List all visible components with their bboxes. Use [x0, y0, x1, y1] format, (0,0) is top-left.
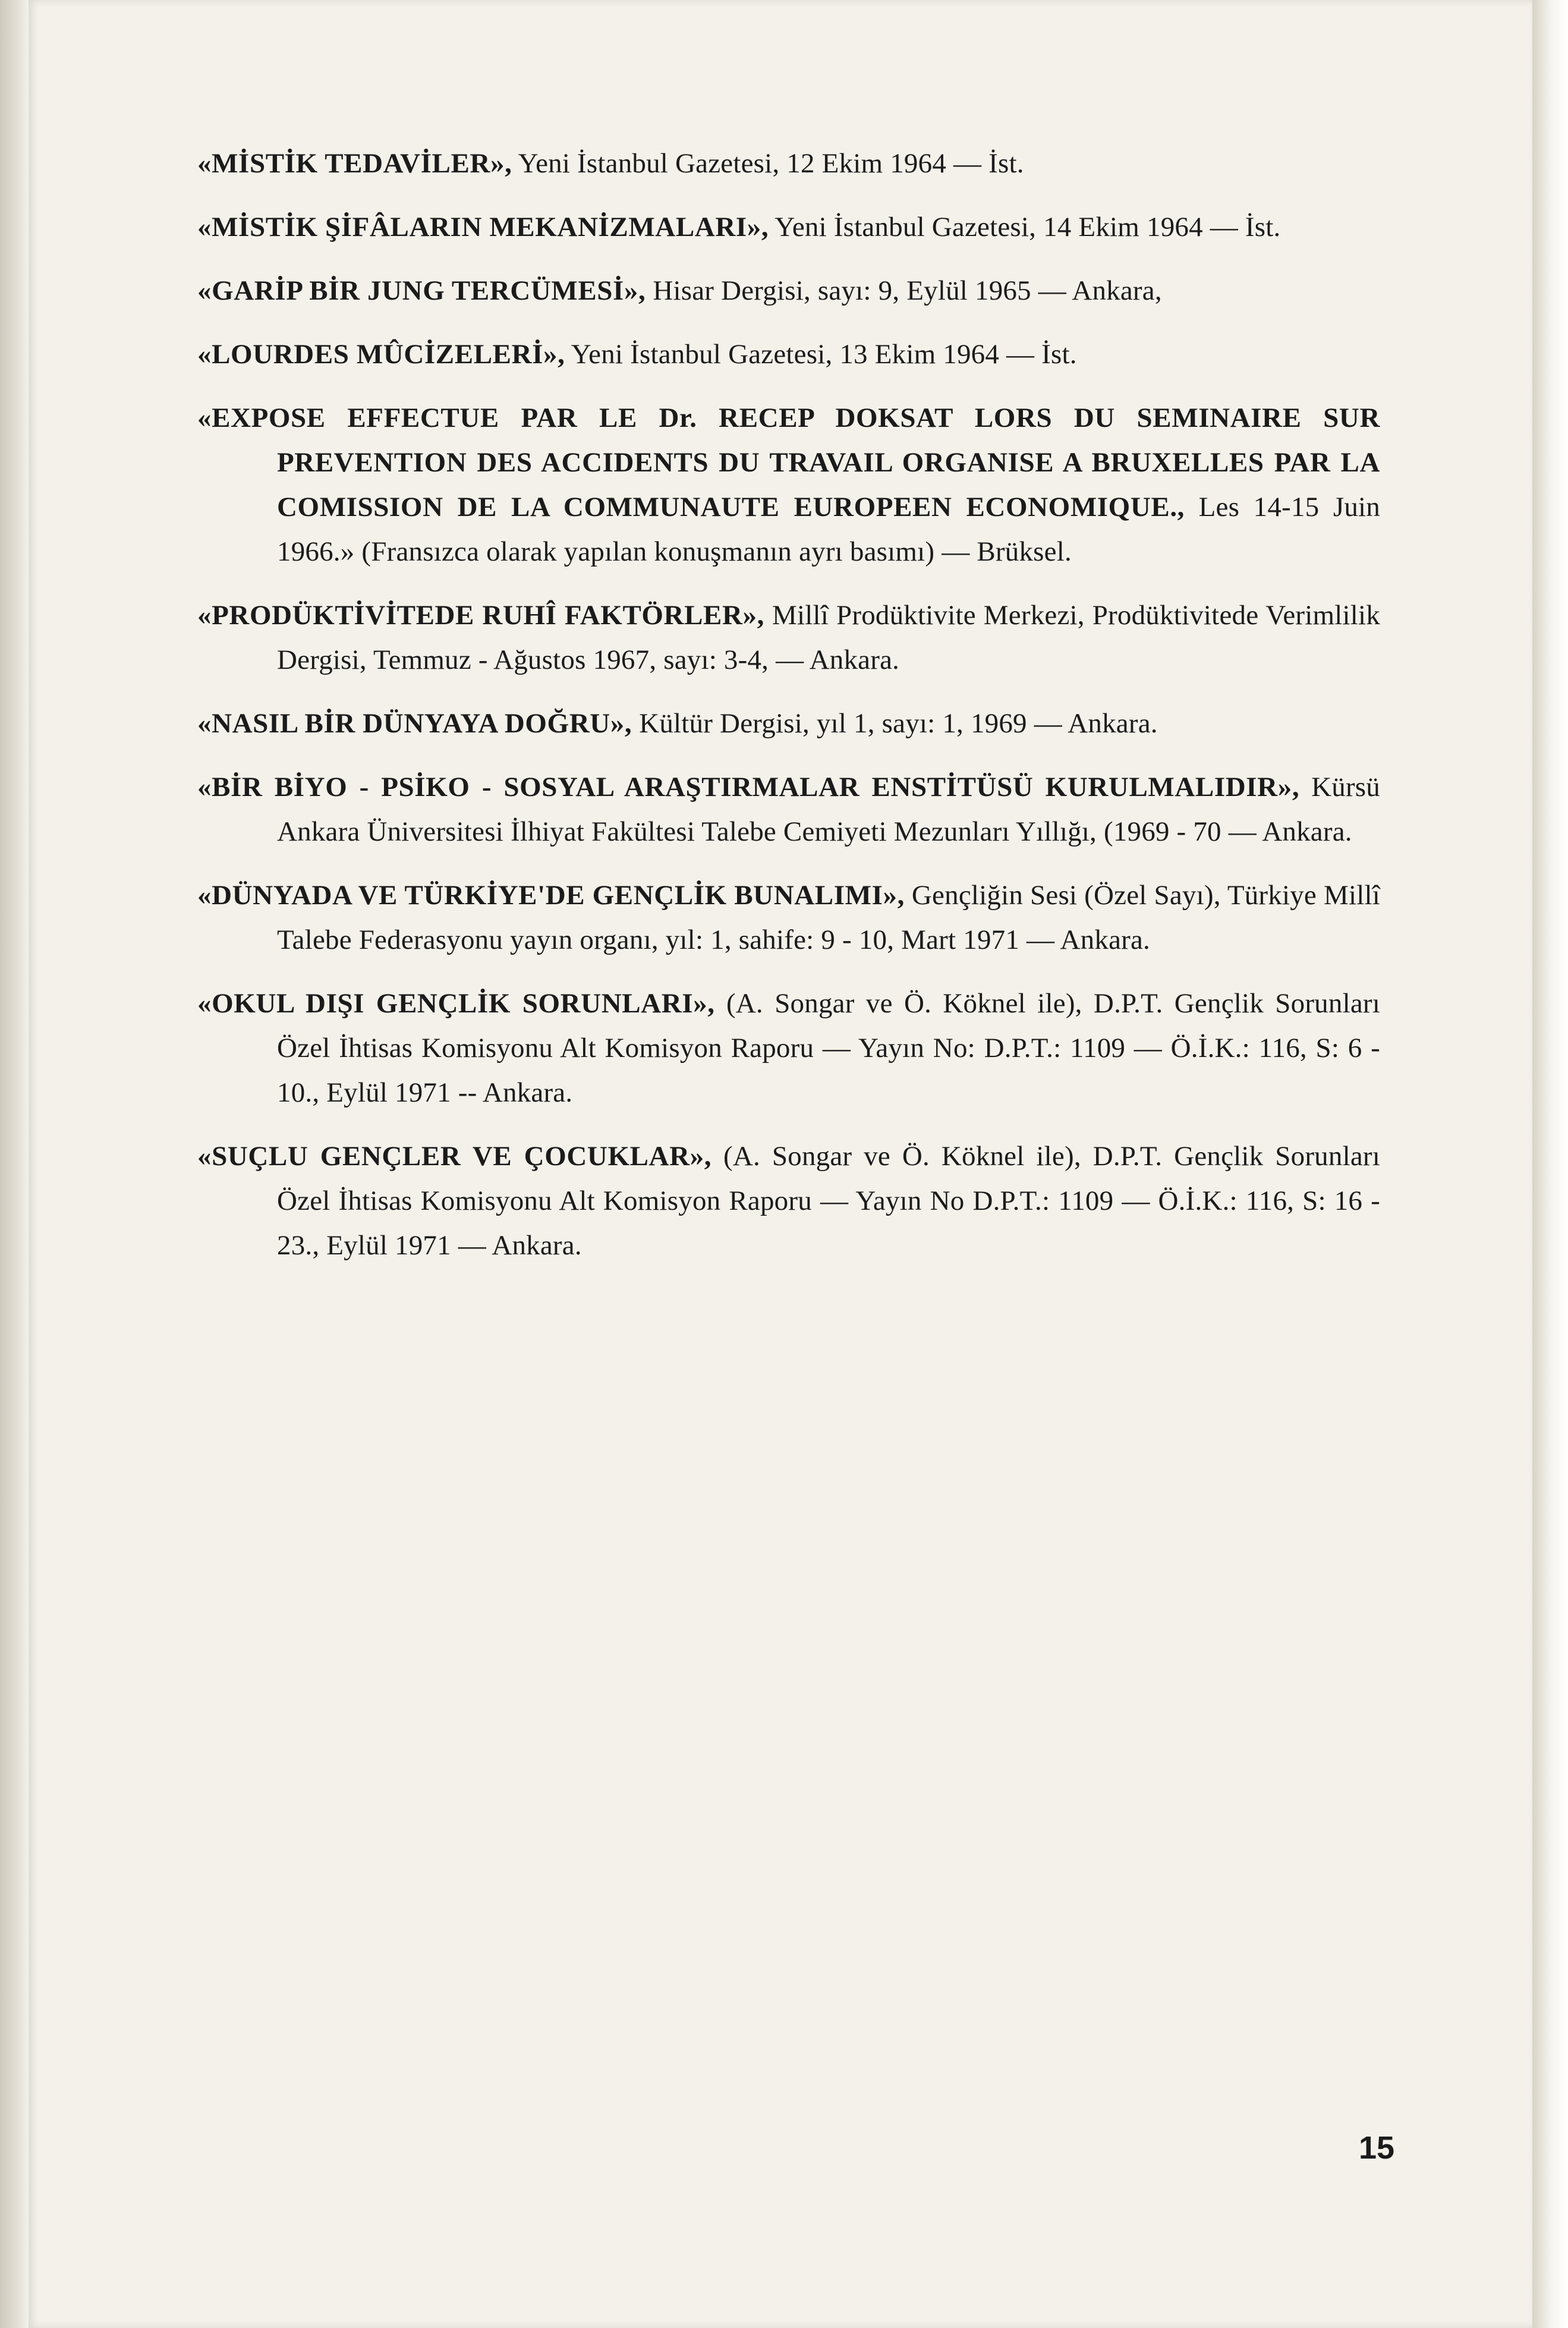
- entry-text: Yeni İstanbul Gazetesi, 14 Ekim 1964 — İst.: [769, 212, 1281, 243]
- bibliography-entry: [197, 205, 1380, 250]
- bibliography-entry: [197, 765, 1380, 854]
- entry-title: «NASIL BİR DÜNYAYA DOĞRU»,: [197, 708, 632, 739]
- entry-text: Kürsü Ankara Üniversitesi İlhiyat Fakültesi Talebe Cemiyeti Mezunları Yıllığı, (1969 - 70 — Ankara.: [277, 772, 1380, 847]
- book-spine: [0, 0, 29, 2328]
- bibliography-entry: [197, 593, 1380, 682]
- bibliography-entry: [197, 396, 1380, 574]
- bibliography-entry: [197, 332, 1380, 377]
- entry-title: «DÜNYADA VE TÜRKİYE'DE GENÇLİK BUNALIMI»,: [197, 880, 905, 911]
- paper-edge: [1532, 0, 1568, 2328]
- entry-title: «PRODÜKTİVİTEDE RUHÎ FAKTÖRLER»,: [197, 600, 764, 631]
- entry-text: (A. Songar ve Ö. Köknel ile), D.P.T. Gençlik Sorunları Özel İhtisas Komisyonu Alt Komisyon Raporu — Yayın No D.P.T.: 1109 — Ö.İ.K.: 116, S: 16 - 23., Eylül 1971 — Ankara.: [277, 1141, 1380, 1261]
- entry-title: «OKUL DIŞI GENÇLİK SORUNLARI»,: [197, 988, 715, 1019]
- entry-title: «SUÇLU GENÇLER VE ÇOCUKLAR»,: [197, 1141, 712, 1172]
- entry-text: Yeni İstanbul Gazetesi, 13 Ekim 1964 — İst.: [565, 339, 1077, 370]
- entry-title: «BİR BİYO - PSİKO - SOSYAL ARAŞTIRMALAR ENSTİTÜSÜ KURULMALIDIR»,: [197, 772, 1300, 803]
- bibliography-entry: [197, 701, 1380, 746]
- bibliography-entry: [197, 981, 1380, 1115]
- entry-text: Yeni İstanbul Gazetesi, 12 Ekim 1964 — İst.: [512, 148, 1024, 179]
- bibliography-entry: [197, 873, 1380, 962]
- entry-text: Kültür Dergisi, yıl 1, sayı: 1, 1969 — Ankara.: [632, 708, 1158, 739]
- entry-text: (A. Songar ve Ö. Köknel ile), D.P.T. Gençlik Sorunları Özel İhtisas Komisyonu Alt Komisyon Raporu — Yayın No: D.P.T.: 1109 — Ö.İ.K.: 116, S: 6 - 10., Eylül 1971 -- Ankara.: [277, 988, 1381, 1108]
- entry-title: «MİSTİK ŞİFÂLARIN MEKANİZMALARI»,: [197, 212, 769, 243]
- entry-text: Les 14-15 Juin 1966.» (Fransızca olarak yapılan konuşmanın ayrı basımı) — Brüksel.: [277, 492, 1380, 567]
- entry-text: Hisar Dergisi, sayı: 9, Eylül 1965 — Ankara,: [646, 275, 1162, 306]
- bibliography-list: [197, 141, 1380, 1287]
- bibliography-entry: [197, 141, 1380, 186]
- bibliography-entry: [197, 1134, 1380, 1268]
- entry-text: Millî Prodüktivite Merkezi, Prodüktivitede Verimlilik Dergisi, Temmuz - Ağustos 1967, sayı: 3-4, — Ankara.: [277, 600, 1381, 675]
- entry-title: «EXPOSE EFFECTUE PAR LE Dr. RECEP DOKSAT LORS DU SEMINAIRE SUR PREVENTION DES ACCIDENTS DU TRAVAIL ORGANISE A BRUXELLES PAR LA COMISSION DE LA COMMUNAUTE EUROPEEN ECONOMIQUE.,: [197, 402, 1380, 523]
- entry-title: «GARİP BİR JUNG TERCÜMESİ»,: [197, 275, 646, 306]
- entry-title: «LOURDES MÛCİZELERİ»,: [197, 339, 565, 370]
- page-number: 15: [1359, 2130, 1395, 2166]
- entry-title: «MİSTİK TEDAVİLER»,: [197, 148, 512, 179]
- bibliography-entry: [197, 269, 1380, 313]
- entry-text: Gençliğin Sesi (Özel Sayı), Türkiye Millî Talebe Federasyonu yayın organı, yıl: 1, sahife: 9 - 10, Mart 1971 — Ankara.: [277, 880, 1380, 955]
